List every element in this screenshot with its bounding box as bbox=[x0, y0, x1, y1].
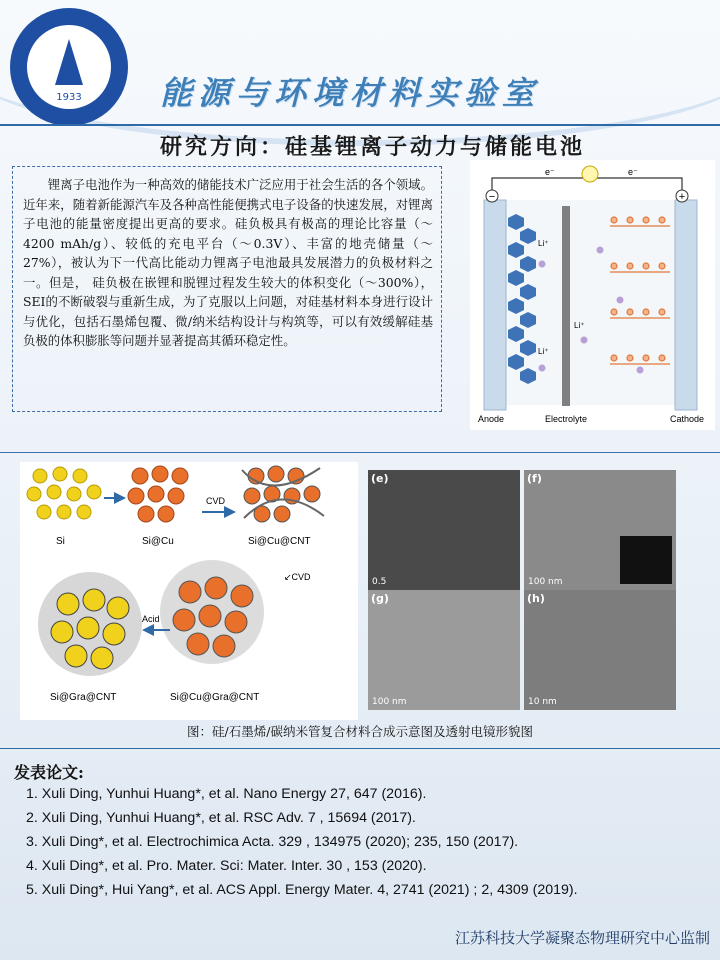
tem-scale-f: 100 nm bbox=[528, 577, 563, 587]
diffraction-inset bbox=[620, 536, 672, 584]
cathode-plate bbox=[675, 200, 697, 410]
li-label-2: Li⁺ bbox=[574, 321, 585, 330]
publication-item: 3. Xuli Ding*, et al. Electrochimica Acta. 329 , 134975 (2020); 235, 150 (2017). bbox=[26, 834, 519, 850]
si-cu-cnt-particles bbox=[242, 466, 324, 522]
tem-image-f bbox=[524, 470, 676, 590]
electron-label-left: e⁻ bbox=[545, 167, 555, 177]
university-logo bbox=[10, 8, 128, 126]
section-divider bbox=[0, 452, 720, 453]
sail-icon bbox=[55, 39, 83, 85]
anode-label: Anode bbox=[478, 414, 505, 424]
cathode-label: Cathode bbox=[670, 414, 705, 424]
label-si-cu-gra-cnt: Si@Cu@Gra@CNT bbox=[170, 692, 260, 703]
publication-item: 4. Xuli Ding*, et al. Pro. Mater. Sci: Mater. Inter. 30 , 153 (2020). bbox=[26, 858, 427, 874]
electrolyte-label: Electrolyte bbox=[544, 414, 588, 424]
tem-image-g bbox=[368, 590, 520, 710]
battery-diagram bbox=[470, 160, 715, 430]
synthesis-schematic bbox=[20, 462, 358, 720]
si-particles bbox=[27, 467, 101, 519]
publications-list bbox=[26, 782, 578, 902]
figure-caption: 图：硅/石墨烯/碳纳米管复合材料合成示意图及透射电镜形貌图 bbox=[187, 724, 533, 739]
li-label-1: Li⁺ bbox=[538, 239, 549, 248]
label-si-cu-cnt: Si@Cu@CNT bbox=[248, 536, 311, 547]
separator bbox=[562, 206, 570, 406]
minus-label: − bbox=[488, 191, 496, 203]
tem-scale-e: 0.5 bbox=[372, 577, 387, 587]
publications-title: 发表论文: bbox=[14, 763, 84, 782]
logo-emblem bbox=[27, 25, 111, 109]
si-gra-cnt-particles bbox=[38, 572, 142, 676]
publication-item: 2. Xuli Ding, Yunhui Huang*, et al. RSC Adv. 7 , 15694 (2017). bbox=[26, 810, 416, 826]
label-acid: Acid bbox=[142, 614, 160, 624]
publication-item: 5. Xuli Ding*, Hui Yang*, et al. ACS Appl. Energy Mater. 4, 2741 (2021) ; 2, 4309 (2019). bbox=[26, 882, 578, 898]
tem-label-h: (h) bbox=[527, 592, 545, 605]
tem-label-e: (e) bbox=[371, 472, 389, 485]
logo-year: 1933 bbox=[56, 92, 82, 103]
publication-item: 1. Xuli Ding, Yunhui Huang*, et al. Nano Energy 27, 647 (2016). bbox=[26, 786, 427, 802]
label-si-cu: Si@Cu bbox=[142, 536, 174, 547]
footer-credit: 江苏科技大学凝聚态物理研究中心监制 bbox=[454, 929, 710, 947]
tem-label-g: (g) bbox=[371, 592, 389, 605]
li-label-3: Li⁺ bbox=[538, 347, 549, 356]
label-si: Si bbox=[56, 536, 65, 547]
header-divider bbox=[0, 124, 720, 126]
tem-image-e bbox=[368, 470, 520, 590]
label-cvd-2: ↙CVD bbox=[284, 572, 311, 582]
lab-title: 能源与环境材料实验室 bbox=[160, 74, 541, 112]
section-title: 研究方向：硅基锂离子动力与储能电池 bbox=[160, 134, 586, 160]
tem-scale-g: 100 nm bbox=[372, 697, 407, 707]
caption-divider bbox=[0, 748, 720, 749]
tem-label-f: (f) bbox=[527, 472, 542, 485]
intro-text-box: 锂离子电池作为一种高效的储能技术广泛应用于社会生活的各个领域。近年来，随着新能源汽车及各种高性能便携式电子设备的快速发展，对锂离子电池的能量密度提出更高的要求。硅负极具有极高的理论比容量（～4200 mAh/g）、较低的充电平台（～0.3V）、丰富的地壳储量（～27%），被认为下一代高比能动力锂离子电池最具发展潜力的负极材料之一。但是， 硅负极在嵌锂和脱锂过程发生较大的体积变化（～300%），SEI的不断破裂与重新生成，为了克服以上问题，对硅基材料本身进行设计与优化，包括石墨烯包覆、微/纳米结构设计与构筑等，可以有效缓解硅基负极的体积膨胀等问题并显著提高其循环稳定性。 bbox=[12, 166, 442, 412]
label-cvd-1: CVD bbox=[206, 496, 226, 506]
si-cu-particles bbox=[128, 466, 188, 522]
label-si-gra-cnt: Si@Gra@CNT bbox=[50, 692, 117, 703]
si-cu-gra-cnt-particles bbox=[160, 560, 264, 664]
electron-label-right: e⁻ bbox=[628, 167, 638, 177]
bulb-icon bbox=[582, 166, 598, 182]
anode-plate bbox=[484, 200, 506, 410]
tem-image-h bbox=[524, 590, 676, 710]
plus-label: + bbox=[678, 191, 686, 203]
tem-scale-h: 10 nm bbox=[528, 697, 557, 707]
